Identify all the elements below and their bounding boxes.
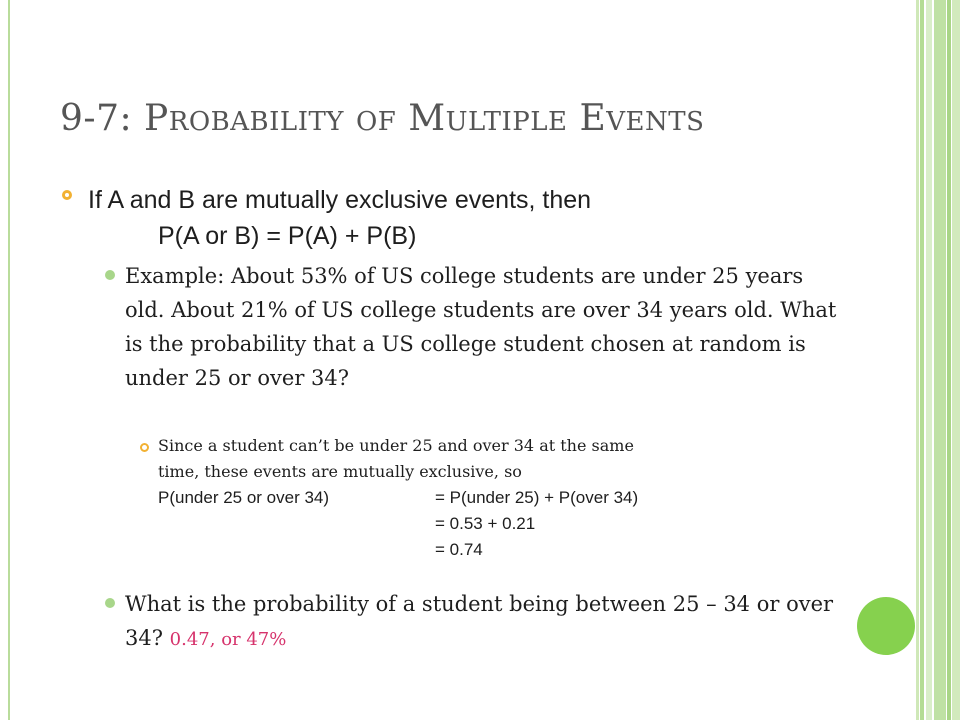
solution-step-2: = 0.53 + 0.21 [435,514,536,533]
example-text: Example: About 53% of US college students are under 25 years old. About 21% of US college students are over 34 years old. What is the probability that a US college student chosen at random is under 25 or over 34? [125,264,837,390]
bullet-dot-icon [105,598,115,608]
answer-text: 0.47, or 47% [169,629,287,650]
rule-statement [88,182,591,254]
bullet-dot-icon [105,270,115,280]
rule-formula: P(A or B) = P(A) + P(B) [158,222,417,250]
solution-lhs: P(under 25 or over 34) [158,488,330,507]
right-decorative-bars [916,0,960,720]
solution-line-2: time, these events are mutually exclusive, so [158,462,522,481]
solution-line-1: Since a student can’t be under 25 and over 34 at the same [158,436,634,455]
decorative-green-circle [857,597,915,655]
bullet-ring-small-icon [140,443,149,452]
question-text [125,587,845,657]
question-body: What is the probability of a student being between 25 – 34 or over 34? [125,592,834,650]
solution-calc-row-2 [158,511,808,537]
solution-calc-row-1 [158,485,808,511]
solution-step-1: = P(under 25) + P(over 34) [435,488,639,507]
slide-title: 9-7: PROBABILITY OF MULTIPLE EVENTS [60,98,705,139]
solution-step-3: = 0.74 [435,540,483,559]
solution-calc-row-3 [158,537,808,563]
solution-block [158,433,808,563]
rule-line-1: If A and B are mutually exclusive events, then [88,186,592,214]
left-border-line [8,0,10,720]
bullet-ring-icon [62,190,72,200]
